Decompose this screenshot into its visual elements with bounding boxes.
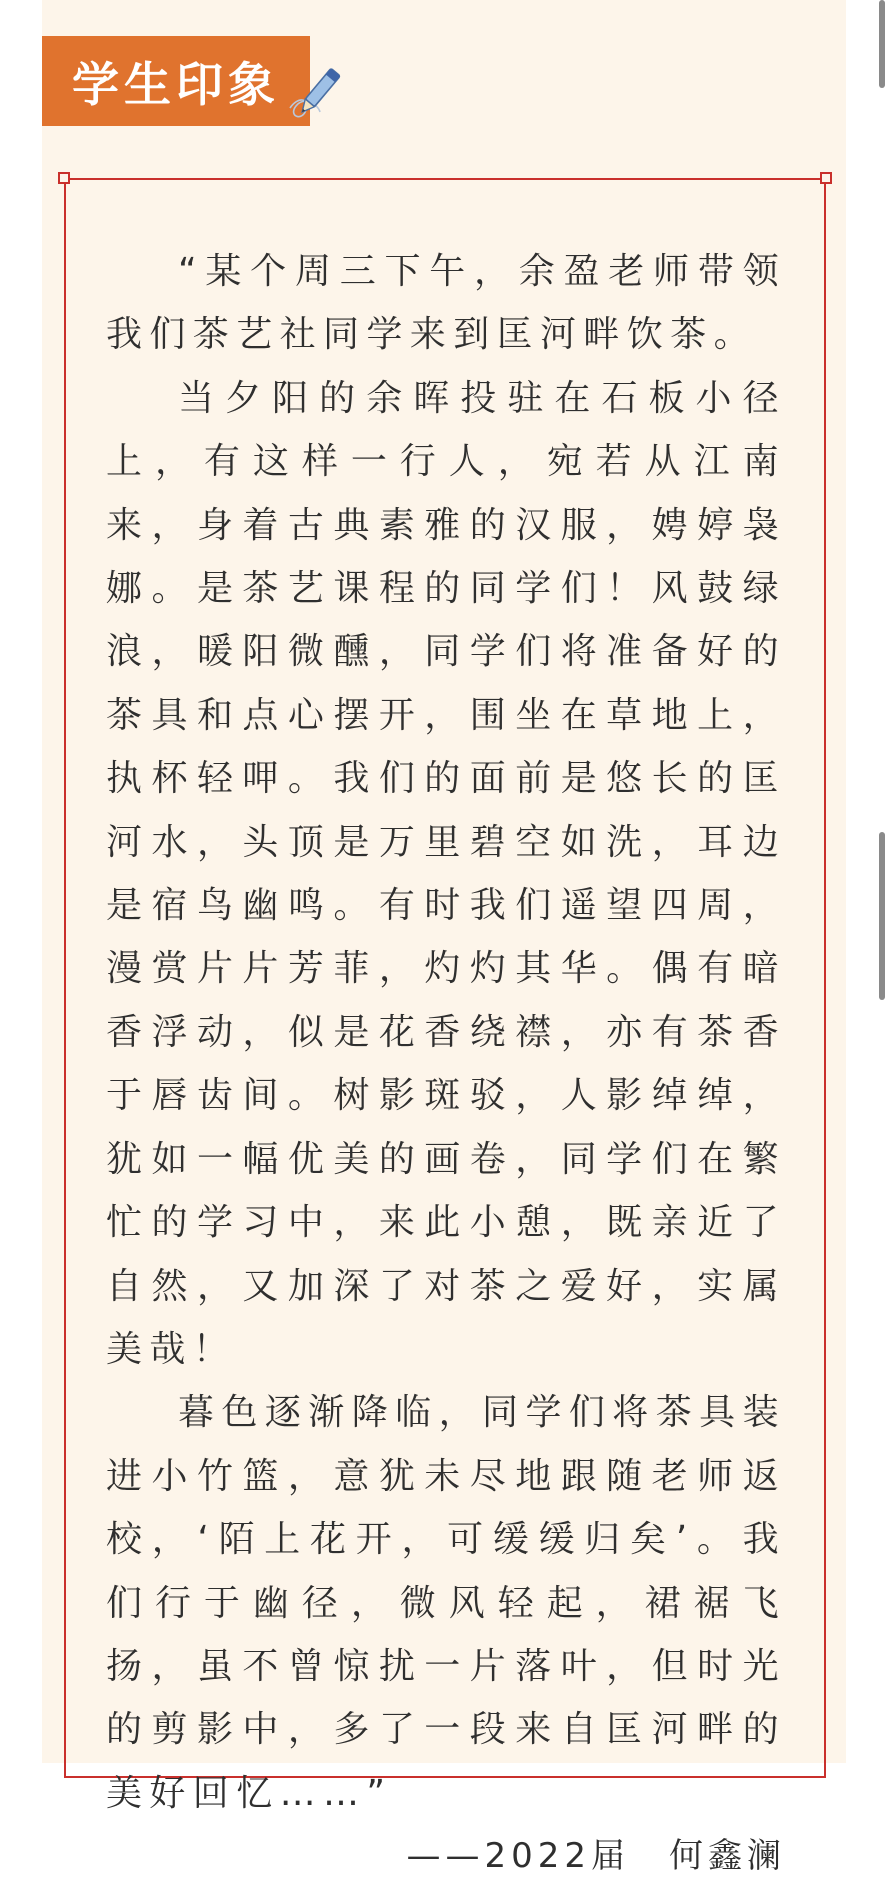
frame-corner-ornament — [820, 172, 832, 184]
article-paragraph: 暮色逐渐降临，同学们将茶具装进小竹篮，意犹未尽地跟随老师返校，‘陌上花开，可缓缓归矣’。我们行于幽径，微风轻起，裙裾飞扬，虽不曾惊扰一片落叶，但时光的剪影中，多了一段来自匡河畔的美好回忆……” — [106, 1392, 786, 1814]
frame-corner-ornament — [58, 172, 70, 184]
section-title: 学生印象 — [72, 57, 280, 113]
section-header — [42, 36, 310, 126]
article-body — [106, 240, 786, 1889]
pen-icon — [284, 52, 364, 132]
article-signature: ——2022届 何鑫澜 — [406, 1836, 786, 1877]
scrollbar-thumb[interactable] — [879, 0, 885, 88]
article-paragraph: “某个周三下午，余盈老师带领我们茶艺社同学来到匡河畔饮茶。 — [106, 251, 786, 356]
scrollbar-thumb[interactable] — [879, 832, 885, 1000]
article-paragraph: 当夕阳的余晖投驻在石板小径上，有这样一行人，宛若从江南来，身着古典素雅的汉服，娉婷袅娜。是茶艺课程的同学们！风鼓绿浪，暖阳微醺，同学们将准备好的茶具和点心摆开，围坐在草地上，执杯轻呷。我们的面前是悠长的匡河水，头顶是万里碧空如洗，耳边是宿鸟幽鸣。有时我们遥望四周，漫赏片片芳菲，灼灼其华。偶有暗香浮动，似是花香绕襟，亦有茶香于唇齿间。树影斑驳，人影绰绰，犹如一幅优美的画卷，同学们在繁忙的学习中，来此小憩，既亲近了自然，又加深了对茶之爱好，实属美哉！ — [106, 377, 786, 1370]
